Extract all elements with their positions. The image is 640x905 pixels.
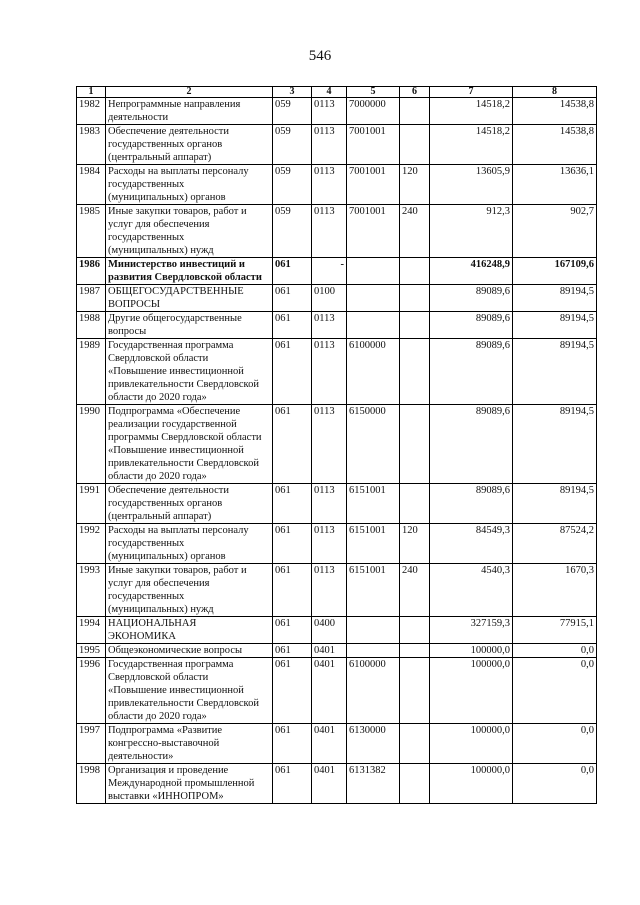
section-code-cell: 0113 — [312, 125, 347, 165]
target-item-code-cell: 7001001 — [347, 205, 400, 258]
table-row — [77, 165, 597, 205]
expense-type-code-cell: 120 — [400, 524, 430, 564]
header-row — [77, 87, 597, 98]
amount-year1-cell: 89089,6 — [430, 312, 513, 339]
target-item-code-cell: 6151001 — [347, 564, 400, 617]
amount-year1-cell: 13605,9 — [430, 165, 513, 205]
expense-type-code-cell — [400, 484, 430, 524]
table-row — [77, 524, 597, 564]
target-item-code-cell: 7001001 — [347, 165, 400, 205]
item-name-cell: Организация и проведение Международной промышленной выставки «ИННОПРОМ» — [106, 764, 273, 804]
section-code-cell: 0113 — [312, 524, 347, 564]
amount-year2-cell: 77915,1 — [513, 617, 597, 644]
item-name-cell: Расходы на выплаты персоналу государственных (муниципальных) органов — [106, 165, 273, 205]
row-number-cell: 1984 — [77, 165, 106, 205]
item-name-cell: Другие общегосударственные вопросы — [106, 312, 273, 339]
table-row — [77, 484, 597, 524]
department-code-cell: 061 — [273, 724, 312, 764]
table-row — [77, 125, 597, 165]
item-name-cell: НАЦИОНАЛЬНАЯ ЭКОНОМИКА — [106, 617, 273, 644]
department-code-cell: 061 — [273, 258, 312, 285]
header-cell: 3 — [273, 87, 312, 98]
item-name-cell: ОБЩЕГОСУДАРСТВЕННЫЕ ВОПРОСЫ — [106, 285, 273, 312]
table-row — [77, 724, 597, 764]
amount-year1-cell: 416248,9 — [430, 258, 513, 285]
item-name-cell: Обеспечение деятельности государственных органов (центральный аппарат) — [106, 125, 273, 165]
table-body — [77, 98, 597, 804]
amount-year1-cell: 89089,6 — [430, 285, 513, 312]
item-name-cell: Иные закупки товаров, работ и услуг для обеспечения государственных (муниципальных) нужд — [106, 205, 273, 258]
table-row — [77, 205, 597, 258]
amount-year1-cell: 912,3 — [430, 205, 513, 258]
amount-year1-cell: 100000,0 — [430, 644, 513, 658]
amount-year1-cell: 100000,0 — [430, 764, 513, 804]
expense-type-code-cell — [400, 724, 430, 764]
header-cell: 4 — [312, 87, 347, 98]
section-code-cell: 0401 — [312, 658, 347, 724]
row-number-cell: 1996 — [77, 658, 106, 724]
header-cell: 8 — [513, 87, 597, 98]
section-code-cell: 0401 — [312, 724, 347, 764]
section-code-cell: 0113 — [312, 165, 347, 205]
section-code-cell: 0113 — [312, 312, 347, 339]
section-code-cell: 0113 — [312, 98, 347, 125]
item-name-cell: Министерство инвестиций и развития Свердловской области — [106, 258, 273, 285]
expense-type-code-cell — [400, 312, 430, 339]
department-code-cell: 059 — [273, 165, 312, 205]
target-item-code-cell — [347, 285, 400, 312]
amount-year1-cell: 89089,6 — [430, 405, 513, 484]
target-item-code-cell: 6151001 — [347, 484, 400, 524]
row-number-cell: 1991 — [77, 484, 106, 524]
row-number-cell: 1982 — [77, 98, 106, 125]
table-row — [77, 564, 597, 617]
amount-year1-cell: 14518,2 — [430, 125, 513, 165]
target-item-code-cell: 7001001 — [347, 125, 400, 165]
page-number: 546 — [308, 48, 332, 64]
department-code-cell: 061 — [273, 644, 312, 658]
department-code-cell: 061 — [273, 564, 312, 617]
amount-year1-cell: 100000,0 — [430, 724, 513, 764]
table-row — [77, 339, 597, 405]
target-item-code-cell — [347, 312, 400, 339]
department-code-cell: 059 — [273, 98, 312, 125]
target-item-code-cell: 6100000 — [347, 658, 400, 724]
amount-year1-cell: 84549,3 — [430, 524, 513, 564]
table-row — [77, 644, 597, 658]
table-row — [77, 658, 597, 724]
amount-year2-cell: 89194,5 — [513, 484, 597, 524]
department-code-cell: 061 — [273, 484, 312, 524]
row-number-cell: 1983 — [77, 125, 106, 165]
department-code-cell: 061 — [273, 339, 312, 405]
target-item-code-cell: 7000000 — [347, 98, 400, 125]
target-item-code-cell: 6100000 — [347, 339, 400, 405]
item-name-cell: Государственная программа Свердловской области «Повышение инвестиционной привлекательности Свердловской области до 2020 года» — [106, 658, 273, 724]
table-row — [77, 617, 597, 644]
table-row — [77, 764, 597, 804]
amount-year2-cell: 1670,3 — [513, 564, 597, 617]
department-code-cell: 061 — [273, 285, 312, 312]
row-number-cell: 1995 — [77, 644, 106, 658]
expense-type-code-cell — [400, 617, 430, 644]
row-number-cell: 1986 — [77, 258, 106, 285]
section-code-cell: 0401 — [312, 764, 347, 804]
expense-type-code-cell — [400, 258, 430, 285]
table-row — [77, 285, 597, 312]
row-number-cell: 1992 — [77, 524, 106, 564]
table-row — [77, 312, 597, 339]
header-cell: 7 — [430, 87, 513, 98]
target-item-code-cell — [347, 617, 400, 644]
department-code-cell: 061 — [273, 617, 312, 644]
item-name-cell: Непрограммные направления деятельности — [106, 98, 273, 125]
target-item-code-cell: 6151001 — [347, 524, 400, 564]
department-code-cell: 059 — [273, 125, 312, 165]
section-code-cell: 0100 — [312, 285, 347, 312]
table-row — [77, 258, 597, 285]
amount-year1-cell: 89089,6 — [430, 484, 513, 524]
section-code-cell: 0113 — [312, 405, 347, 484]
section-code-cell: 0113 — [312, 484, 347, 524]
expense-type-code-cell — [400, 405, 430, 484]
item-name-cell: Расходы на выплаты персоналу государственных (муниципальных) органов — [106, 524, 273, 564]
item-name-cell: Иные закупки товаров, работ и услуг для обеспечения государственных (муниципальных) нужд — [106, 564, 273, 617]
department-code-cell: 059 — [273, 205, 312, 258]
row-number-cell: 1990 — [77, 405, 106, 484]
expense-type-code-cell — [400, 764, 430, 804]
expense-type-code-cell: 240 — [400, 205, 430, 258]
department-code-cell: 061 — [273, 764, 312, 804]
header-cell: 5 — [347, 87, 400, 98]
amount-year2-cell: 0,0 — [513, 644, 597, 658]
expense-type-code-cell — [400, 98, 430, 125]
amount-year1-cell: 4540,3 — [430, 564, 513, 617]
expense-type-code-cell — [400, 125, 430, 165]
table-row — [77, 98, 597, 125]
amount-year2-cell: 0,0 — [513, 764, 597, 804]
expense-type-code-cell — [400, 644, 430, 658]
amount-year2-cell: 0,0 — [513, 658, 597, 724]
amount-year2-cell: 902,7 — [513, 205, 597, 258]
amount-year2-cell: 0,0 — [513, 724, 597, 764]
row-number-cell: 1989 — [77, 339, 106, 405]
department-code-cell: 061 — [273, 312, 312, 339]
amount-year2-cell: 89194,5 — [513, 405, 597, 484]
amount-year2-cell: 14538,8 — [513, 125, 597, 165]
expense-type-code-cell — [400, 339, 430, 405]
department-code-cell: 061 — [273, 405, 312, 484]
amount-year2-cell: 87524,2 — [513, 524, 597, 564]
row-number-cell: 1993 — [77, 564, 106, 617]
header-cell: 6 — [400, 87, 430, 98]
amount-year2-cell: 13636,1 — [513, 165, 597, 205]
amount-year2-cell: 167109,6 — [513, 258, 597, 285]
item-name-cell: Подпрограмма «Развитие конгрессно-выставочной деятельности» — [106, 724, 273, 764]
amount-year1-cell: 89089,6 — [430, 339, 513, 405]
amount-year2-cell: 89194,5 — [513, 285, 597, 312]
header-cell: 2 — [106, 87, 273, 98]
amount-year2-cell: 89194,5 — [513, 312, 597, 339]
row-number-cell: 1994 — [77, 617, 106, 644]
item-name-cell: Общеэкономические вопросы — [106, 644, 273, 658]
amount-year2-cell: 14538,8 — [513, 98, 597, 125]
target-item-code-cell: 6150000 — [347, 405, 400, 484]
table-row — [77, 405, 597, 484]
expense-type-code-cell: 120 — [400, 165, 430, 205]
row-number-cell: 1998 — [77, 764, 106, 804]
item-name-cell: Обеспечение деятельности государственных органов (центральный аппарат) — [106, 484, 273, 524]
row-number-cell: 1985 — [77, 205, 106, 258]
row-number-cell: 1987 — [77, 285, 106, 312]
item-name-cell: Государственная программа Свердловской области «Повышение инвестиционной привлекательности Свердловской области до 2020 года» — [106, 339, 273, 405]
amount-year1-cell: 327159,3 — [430, 617, 513, 644]
section-code-cell: 0400 — [312, 617, 347, 644]
section-code-cell: 0113 — [312, 339, 347, 405]
expense-type-code-cell: 240 — [400, 564, 430, 617]
amount-year1-cell: 100000,0 — [430, 658, 513, 724]
target-item-code-cell — [347, 258, 400, 285]
section-code-cell: 0113 — [312, 564, 347, 617]
target-item-code-cell: 6130000 — [347, 724, 400, 764]
item-name-cell: Подпрограмма «Обеспечение реализации государственной программы Свердловской области «Повышение инвестиционной привлекательности Свердловской области до 2020 года» — [106, 405, 273, 484]
target-item-code-cell: 6131382 — [347, 764, 400, 804]
header-cell: 1 — [77, 87, 106, 98]
row-number-cell: 1997 — [77, 724, 106, 764]
section-code-cell: - — [312, 258, 347, 285]
section-code-cell: 0113 — [312, 205, 347, 258]
department-code-cell: 061 — [273, 658, 312, 724]
row-number-cell: 1988 — [77, 312, 106, 339]
amount-year1-cell: 14518,2 — [430, 98, 513, 125]
department-code-cell: 061 — [273, 524, 312, 564]
expense-type-code-cell — [400, 658, 430, 724]
budget-table — [76, 86, 597, 804]
target-item-code-cell — [347, 644, 400, 658]
section-code-cell: 0401 — [312, 644, 347, 658]
amount-year2-cell: 89194,5 — [513, 339, 597, 405]
expense-type-code-cell — [400, 285, 430, 312]
